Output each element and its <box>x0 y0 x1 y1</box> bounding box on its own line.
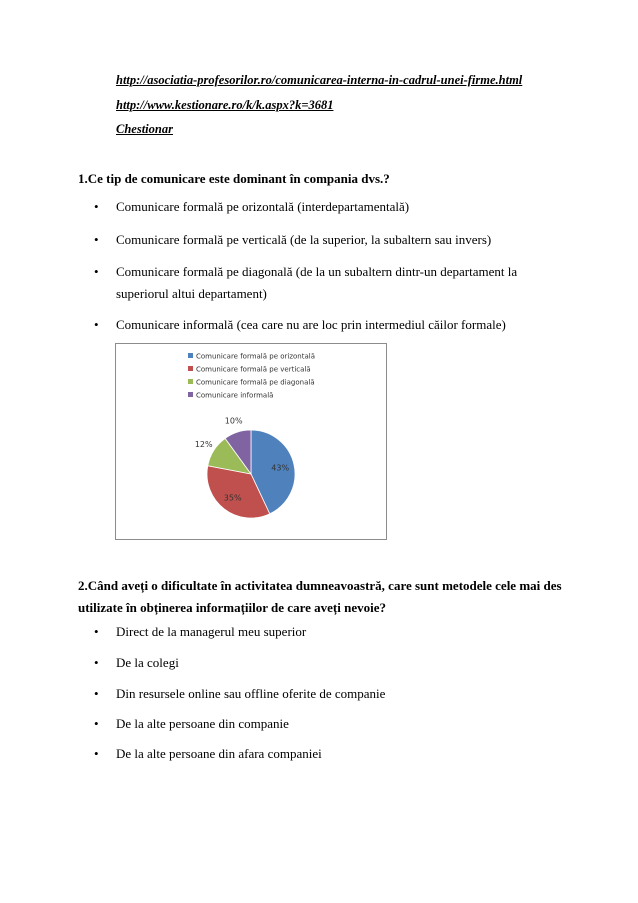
q2-option-1: Direct de la managerul meu superior <box>116 624 307 639</box>
legend-label-comunicare-informala: Comunicare informală <box>196 391 274 400</box>
q1-option-3-continued: superiorul altui departament) <box>116 286 267 301</box>
pie-label-comunicare-formala-pe-orizontala: 43% <box>271 463 290 473</box>
bullet: • <box>94 655 99 670</box>
q2-option-3: Din resursele online sau offline oferite de companie <box>116 686 386 701</box>
pie-chart <box>115 343 387 540</box>
legend-swatch-comunicare-informala <box>188 392 193 397</box>
q2-option-4: De la alte persoane din companie <box>116 716 289 731</box>
bullet: • <box>94 624 99 639</box>
bullet: • <box>94 686 99 701</box>
pie-chart-svg <box>116 344 386 539</box>
q2-option-5: De la alte persoane din afara companiei <box>116 746 322 761</box>
bullet: • <box>94 199 99 214</box>
pie-label-comunicare-formala-pe-verticala: 35% <box>223 493 242 503</box>
q1-option-1: Comunicare formală pe orizontală (interdepartamentală) <box>116 199 410 214</box>
q2-option-2: De la colegi <box>116 655 179 670</box>
bullet: • <box>94 264 99 279</box>
link-asociatia-profesorilor[interactable]: http://asociatia-profesorilor.ro/comunicarea-interna-in-cadrul-unei-firme.html <box>116 73 523 87</box>
question-2-title-continued: utilizate în obținerea informațiilor de care aveți nevoie? <box>78 600 386 615</box>
bullet: • <box>94 317 99 332</box>
link-kestionare[interactable]: http://www.kestionare.ro/k/k.aspx?k=3681 <box>116 98 334 112</box>
legend-swatch-comunicare-formala-pe-orizontala <box>188 353 193 358</box>
legend-label-comunicare-formala-pe-orizontala: Comunicare formală pe orizontală <box>196 352 316 361</box>
legend-label-comunicare-formala-pe-verticala: Comunicare formală pe verticală <box>196 365 311 374</box>
q1-option-3: Comunicare formală pe diagonală (de la un subaltern dintr-un departament la <box>116 264 518 279</box>
legend-label-comunicare-formala-pe-diagonala: Comunicare formală pe diagonală <box>196 378 315 387</box>
question-2-title: 2.Când aveți o dificultate în activitatea dumneavoastră, care sunt metodele cele mai des <box>78 578 562 593</box>
bullet: • <box>94 716 99 731</box>
q1-option-4: Comunicare informală (cea care nu are loc prin intermediul căilor formale) <box>116 317 506 332</box>
bullet: • <box>94 746 99 761</box>
q1-option-2: Comunicare formală pe verticală (de la superior, la subaltern sau invers) <box>116 232 492 247</box>
legend-swatch-comunicare-formala-pe-verticala <box>188 366 193 371</box>
pie-label-comunicare-informala: 10% <box>224 416 243 426</box>
link-chestionar[interactable]: Chestionar <box>116 122 173 136</box>
question-1-title: 1.Ce tip de comunicare este dominant în compania dvs.? <box>78 171 390 186</box>
bullet: • <box>94 232 99 247</box>
pie-label-comunicare-formala-pe-diagonala: 12% <box>194 439 213 449</box>
legend-swatch-comunicare-formala-pe-diagonala <box>188 379 193 384</box>
